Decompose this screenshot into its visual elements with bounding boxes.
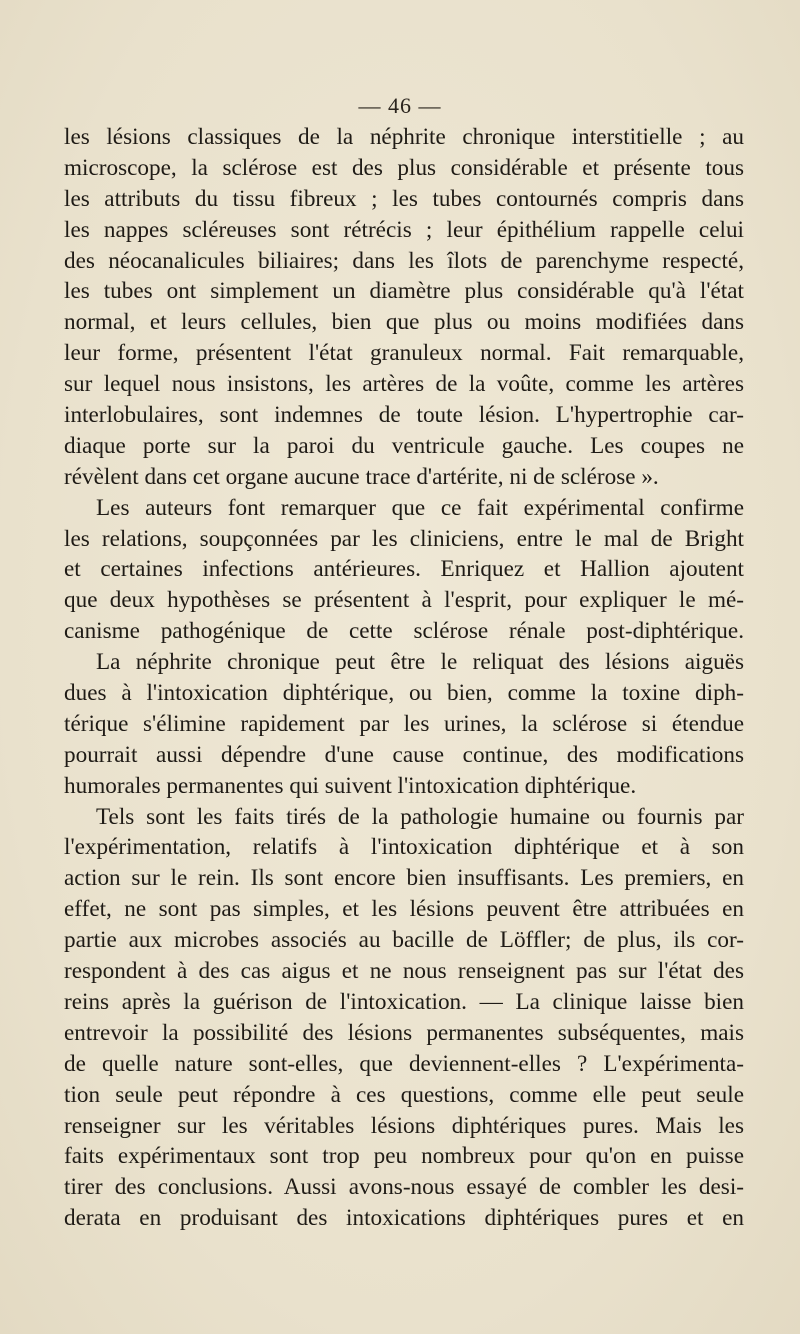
text-line: La néphrite chronique peut être le reliquat des lésions aiguës (96, 649, 744, 676)
text-line: de quelle nature sont-elles, que deviennent-elles ? L'expérimenta- (64, 1050, 744, 1077)
text-line: les attributs du tissu fibreux ; les tubes contournés compris dans (64, 185, 744, 212)
text-line: l'expérimentation, relatifs à l'intoxication diphtérique et à son (64, 834, 744, 861)
text-line: les tubes ont simplement un diamètre plus considérable qu'à l'état (64, 278, 744, 305)
text-line: pourrait aussi dépendre d'une cause continue, des modifications (64, 741, 744, 768)
text-line: sur lequel nous insistons, les artères de la voûte, comme les artères (64, 371, 744, 398)
text-line: action sur le rein. Ils sont encore bien insuffisants. Les premiers, en (64, 865, 744, 892)
text-line: renseigner sur les véritables lésions diphtériques pures. Mais les (64, 1112, 744, 1139)
text-line: effet, ne sont pas simples, et les lésions peuvent être attribuées en (64, 896, 744, 923)
text-line: canisme pathogénique de cette sclérose rénale post-diphtérique. (64, 618, 744, 645)
text-line: et certaines infections antérieures. Enriquez et Hallion ajoutent (64, 556, 744, 583)
text-line: les lésions classiques de la néphrite chronique interstitielle ; au (64, 124, 744, 150)
text-line: des néocanalicules biliaires; dans les îlots de parenchyme respecté, (64, 247, 744, 274)
text-line: diaque porte sur la paroi du ventricule gauche. Les coupes ne (64, 432, 744, 459)
text-line: humorales permanentes qui suivent l'intoxication diphtérique. (64, 772, 637, 799)
text-line: leur forme, présentent l'état granuleux normal. Fait remarquable, (64, 340, 744, 367)
text-line: térique s'élimine rapidement par les urines, la sclérose si étendue (64, 710, 744, 737)
text-line: normal, et leurs cellules, bien que plus ou moins modifiées dans (64, 309, 744, 336)
text-line: tirer des conclusions. Aussi avons-nous essayé de combler les desi- (64, 1174, 744, 1201)
text-line: entrevoir la possibilité des lésions permanentes subséquentes, mais (64, 1019, 744, 1046)
text-line: interlobulaires, sont indemnes de toute lésion. L'hypertrophie car- (64, 402, 744, 429)
text-line: que deux hypothèses se présentent à l'esprit, pour expliquer le mé- (64, 587, 744, 614)
body-text (64, 122, 744, 1234)
text-line: Les auteurs font remarquer que ce fait expérimental confirme (96, 494, 744, 521)
text-line: les nappes scléreuses sont rétrécis ; leur épithélium rappelle celui (64, 216, 744, 243)
text-line: derata en produisant des intoxications diphtériques pures et en (64, 1205, 744, 1232)
text-line: tion seule peut répondre à ces questions, comme elle peut seule (64, 1081, 744, 1108)
text-line: partie aux microbes associés au bacille de Löffler; de plus, ils cor- (64, 927, 744, 954)
text-line: Tels sont les faits tirés de la pathologie humaine ou fournis par (96, 803, 744, 830)
text-line: dues à l'intoxication diphtérique, ou bien, comme la toxine diph- (64, 680, 744, 707)
page-number: — 46 — (358, 93, 442, 118)
text-line: les relations, soupçonnées par les cliniciens, entre le mal de Bright (64, 525, 744, 552)
text-line: révèlent dans cet organe aucune trace d'artérite, ni de sclérose ». (64, 463, 659, 490)
text-line: respondent à des cas aigus et ne nous renseignent pas sur l'état des (64, 958, 744, 985)
text-line: faits expérimentaux sont trop peu nombreux pour qu'on en puisse (64, 1143, 744, 1170)
text-line: microscope, la sclérose est des plus considérable et présente tous (64, 154, 744, 181)
text-line: reins après la guérison de l'intoxication. — La clinique laisse bien (64, 988, 744, 1015)
